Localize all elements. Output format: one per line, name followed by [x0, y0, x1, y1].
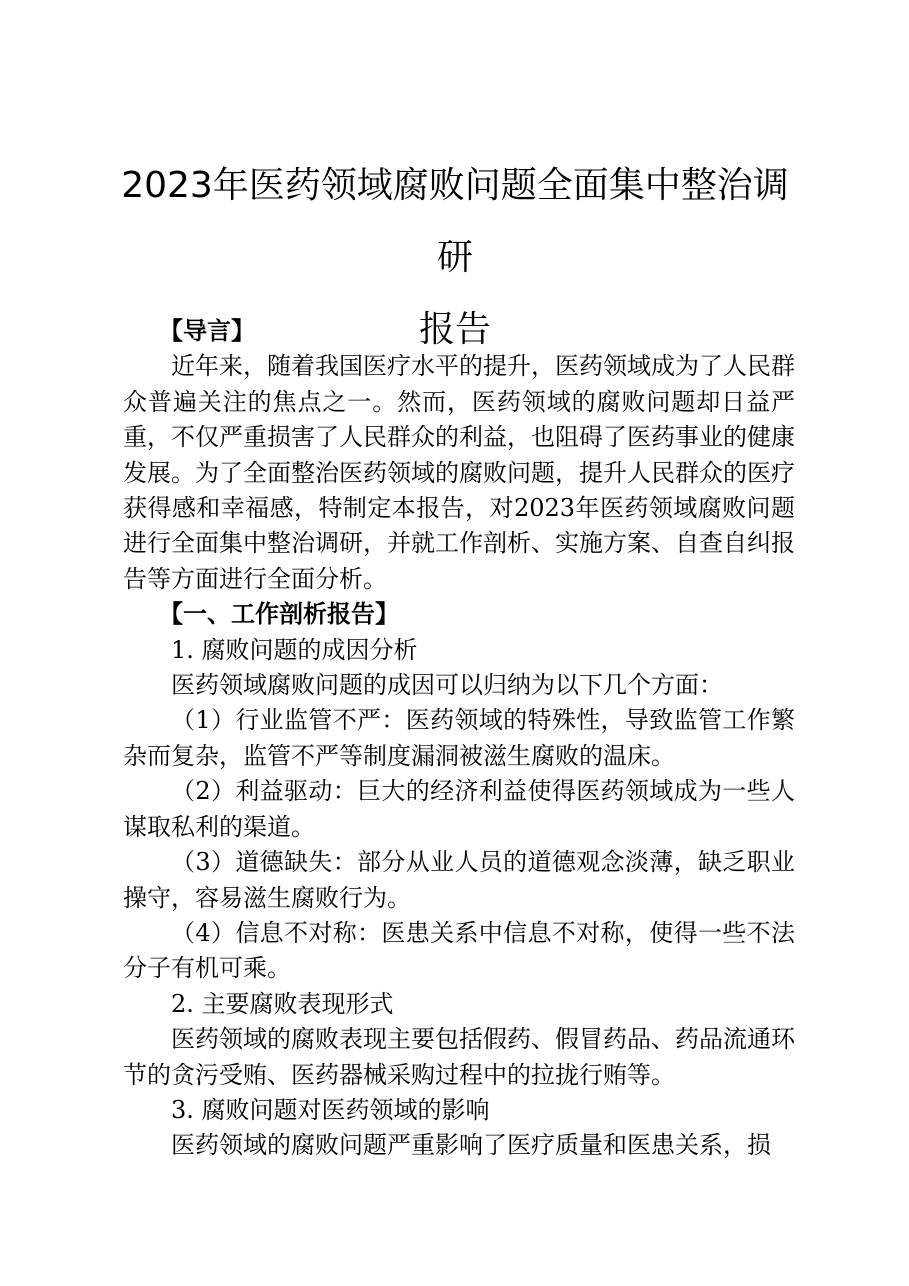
section-heading: 【导言】 — [159, 317, 255, 345]
paragraph: （4）信息不对称：医患关系中信息不对称，使得一些不法分子有机可乘。 — [123, 918, 795, 983]
paragraph: 医药领域的腐败问题严重影响了医疗质量和医患关系，损 — [171, 1131, 771, 1160]
paragraph: （1）行业监管不严：医药领域的特殊性，导致监管工作繁杂而复杂，监管不严等制度漏洞被滋生腐败的温床。 — [123, 706, 795, 770]
paragraph: （2）利益驱动：巨大的经济利益使得医药领域成为一些人谋取私利的渠道。 — [123, 777, 795, 841]
document-body — [123, 314, 795, 1164]
paragraph: 1. 腐败问题的成因分析 — [171, 635, 418, 664]
title-line-1: 2023年医药领域腐败问题全面集中整治调研 — [121, 165, 789, 278]
paragraph: 3. 腐败问题对医药领域的影响 — [171, 1095, 490, 1124]
section-heading: 【一、工作剖析报告】 — [159, 600, 399, 629]
paragraph: 医药领域腐败问题的成因可以归纳为以下几个方面： — [171, 671, 723, 700]
paragraph: （3）道德缺失：部分从业人员的道德观念淡薄，缺乏职业操守，容易滋生腐败行为。 — [123, 848, 795, 912]
paragraph: 医药领域的腐败表现主要包括假药、假冒药品、药品流通环节的贪污受贿、医药器械采购过程中的拉拢行贿等。 — [123, 1025, 795, 1089]
paragraph: 近年来，随着我国医疗水平的提升，医药领域成为了人民群众普遍关注的焦点之一。然而，医药领域的腐败问题却日益严重，不仅严重损害了人民群众的利益，也阻碍了医药事业的健康发展。为了全面整治医药领域的腐败问题，提升人民群众的医疗获得感和幸福感，特制定本报告，对2023年医药领域腐败问题进行全面集中整治调研，并就工作剖析、实施方案、自查自纠报告等方面进行全面分析。 — [123, 352, 795, 593]
paragraph: 2. 主要腐败表现形式 — [171, 989, 394, 1018]
title-line-2: 报告 — [418, 309, 491, 350]
